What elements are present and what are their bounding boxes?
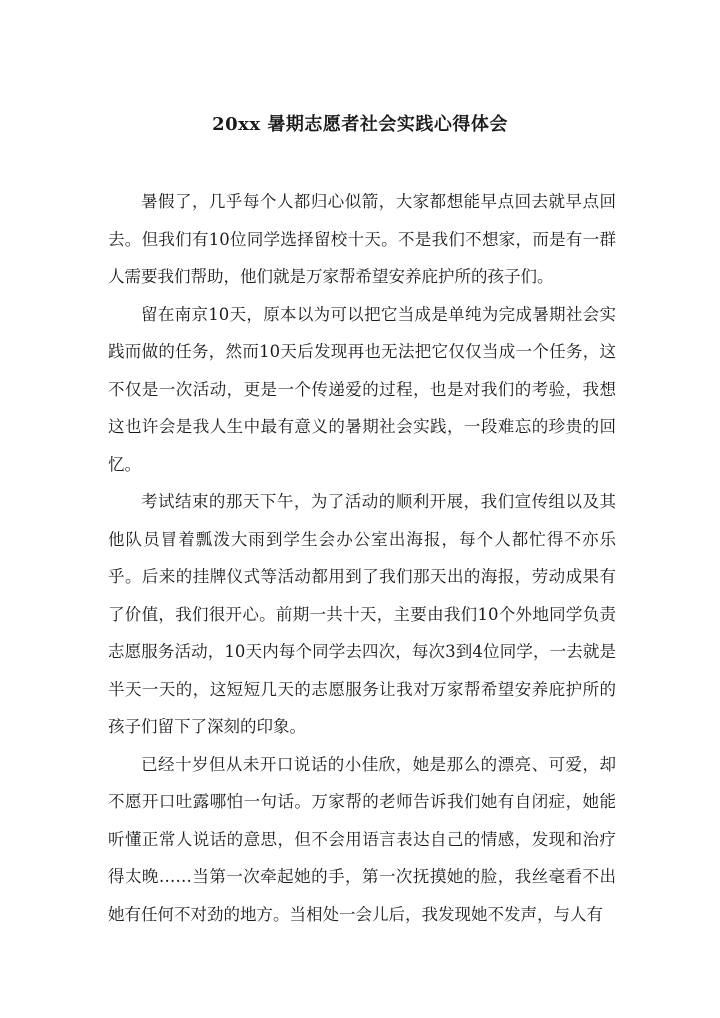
document-body (108, 183, 616, 933)
paragraph-2: 留在南京10天，原本以为可以把它当成是单纯为完成暑期社会实践而做的任务，然而10天后发现再也无法把它仅仅当成一个任务，这不仅是一次活动，更是一个传递爱的过程，也是对我们的考验，我想这也许会是我人生中最有意义的暑期社会实践，一段难忘的珍贵的回忆。 (108, 304, 616, 474)
paragraph-1: 暑假了，几乎每个人都归心似箭，大家都想能早点回去就早点回去。但我们有10位同学选择留校十天。不是我们不想家，而是有一群人需要我们帮助，他们就是万家帮希望安养庇护所的孩子们。 (108, 192, 616, 286)
paragraph-3: 考试结束的那天下午，为了活动的顺利开展，我们宣传组以及其他队员冒着瓢泼大雨到学生会办公室出海报，每个人都忙得不亦乐乎。后来的挂牌仪式等活动都用到了我们那天出的海报，劳动成果有了价值，我们很开心。前期一共十天，主要由我们10个外地同学负责志愿服务活动，10天内每个同学去四次，每次3到4位同学，一去就是半天一天的，这短短几天的志愿服务让我对万家帮希望安养庇护所的孩子们留下了深刻的印象。 (108, 492, 616, 736)
paragraph-4: 已经十岁但从未开口说话的小佳欣，她是那么的漂亮、可爱，却不愿开口吐露哪怕一句话。万家帮的老师告诉我们她有自闭症，她能听懂正常人说话的意思，但不会用语言表达自己的情感，发现和治疗得太晚……当第一次牵起她的手，第一次抚摸她的脸，我丝毫看不出她有任何不对劲的地方。当相处一会儿后，我发现她不发声，与人有 (108, 754, 616, 924)
document-title: 20xx 暑期志愿者社会实践心得体会 (212, 114, 508, 135)
